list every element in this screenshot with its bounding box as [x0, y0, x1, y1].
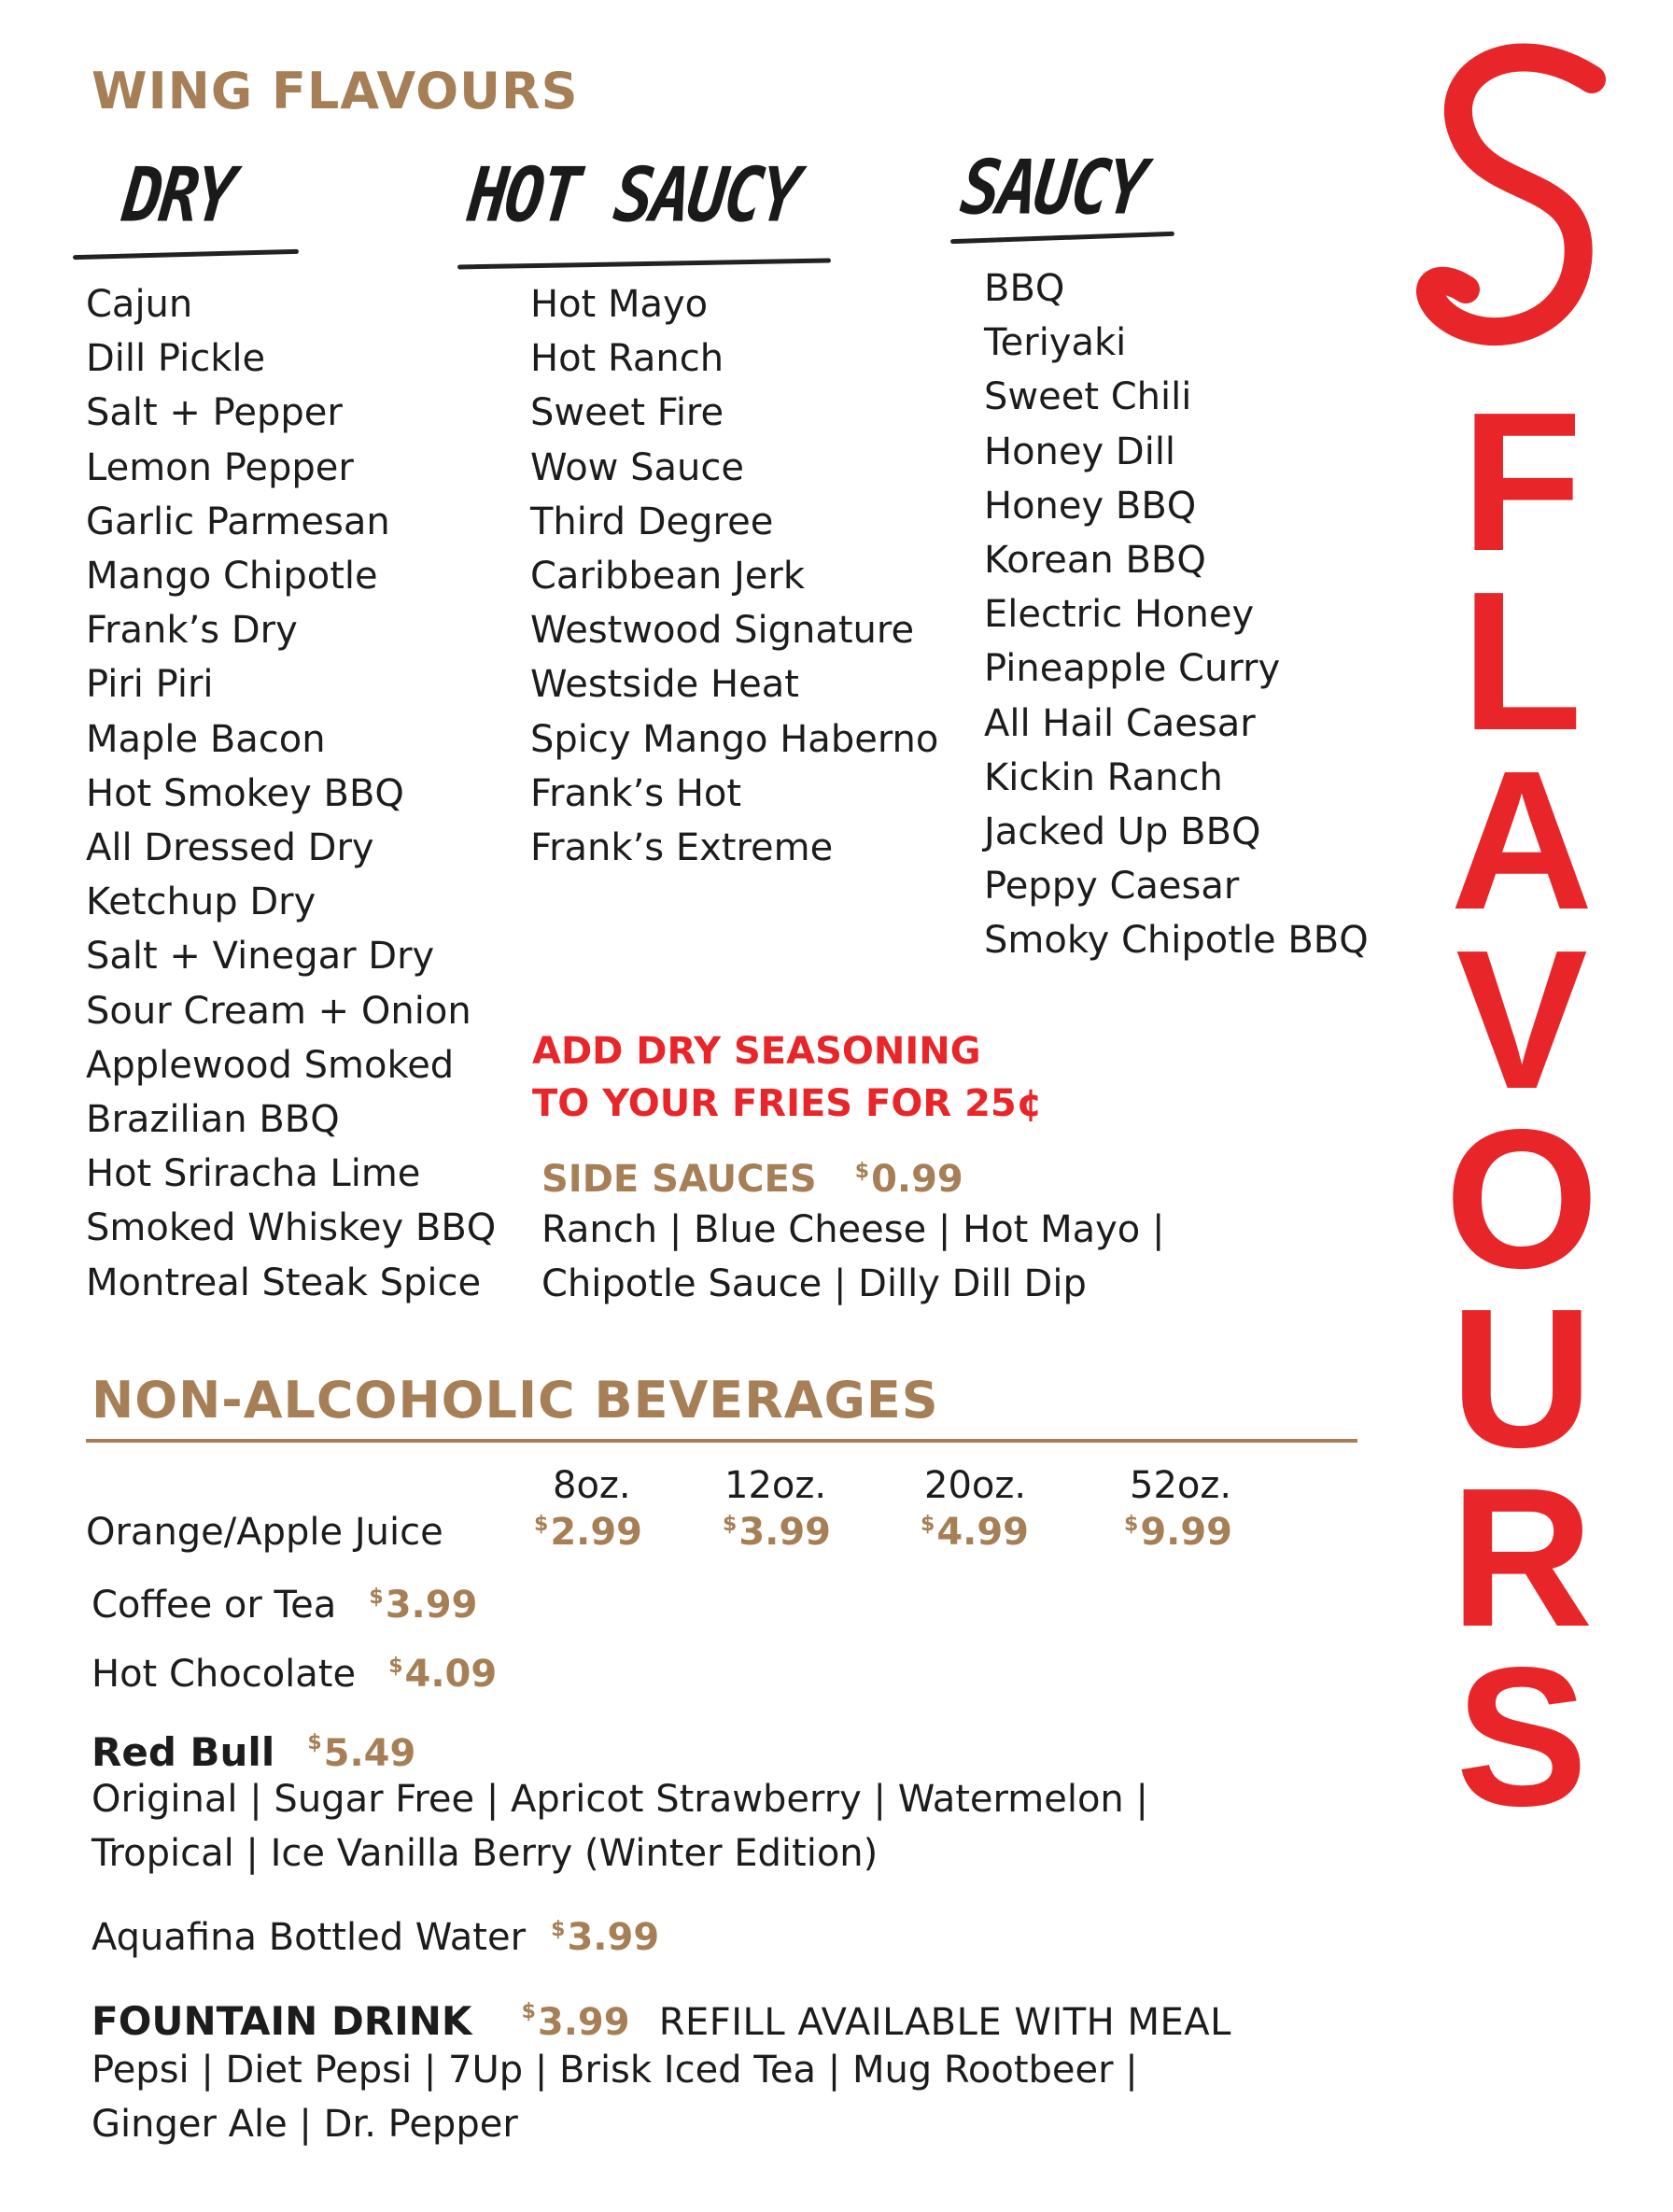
list-item: Ketchup Dry [86, 881, 316, 924]
red-bull-row [91, 1729, 415, 1775]
banner-letter: R [1450, 1446, 1594, 1668]
list-item: Sweet Chili [984, 375, 1192, 419]
list-item: Piri Piri [86, 663, 214, 707]
juice-price-8oz [534, 1511, 642, 1554]
water-price [551, 1916, 659, 1959]
banner-script-s [1400, 37, 1643, 373]
script-s-icon [1400, 37, 1643, 373]
red-bull-price [307, 1732, 415, 1775]
fountain-name: FOUNTAIN DRINK [91, 1998, 472, 2044]
list-item: Electric Honey [984, 593, 1255, 637]
juice-price-20oz [921, 1511, 1029, 1554]
currency-symbol: $ [723, 1513, 738, 1536]
price-value: 0.99 [871, 1158, 963, 1201]
hot-saucy-underline [457, 259, 831, 270]
dry-list [86, 277, 496, 1310]
currency-symbol: $ [551, 1918, 566, 1941]
saucy-underline [950, 232, 1174, 244]
list-item: Caribbean Jerk [530, 555, 805, 599]
banner-letter: V [1455, 909, 1588, 1130]
size-20oz: 20oz. [924, 1464, 1027, 1507]
size-52oz: 52oz. [1130, 1464, 1232, 1507]
water-name: Aquafina Bottled Water [91, 1916, 527, 1959]
list-item: Salt + Vinegar Dry [86, 935, 435, 979]
price-value: 5.49 [323, 1732, 416, 1775]
dry-heading: DRY [119, 150, 238, 240]
list-item: Westside Heat [530, 663, 799, 707]
beverages-divider [86, 1439, 1357, 1443]
dry-seasoning-promo [532, 1025, 1043, 1130]
side-sauces-header [541, 1158, 963, 1201]
currency-symbol: $ [921, 1513, 935, 1536]
juice-price-12oz [723, 1511, 831, 1554]
size-12oz: 12oz. [724, 1464, 827, 1507]
water-row [91, 1916, 659, 1959]
hot-chocolate-row [91, 1653, 497, 1696]
currency-symbol: $ [521, 2000, 536, 2023]
list-item: Korean BBQ [984, 539, 1206, 583]
price-value: 3.99 [537, 2001, 630, 2044]
banner-letter: A [1450, 729, 1594, 951]
side-sauces-price [855, 1158, 963, 1201]
list-item: Jacked Up BBQ [984, 810, 1261, 854]
side-sauces-line-1: Ranch | Blue Cheese | Hot Mayo | [541, 1208, 1165, 1251]
currency-symbol: $ [1124, 1513, 1139, 1536]
list-item: Smoked Whiskey BBQ [86, 1206, 497, 1250]
currency-symbol: $ [854, 1160, 870, 1183]
currency-symbol: $ [307, 1731, 322, 1754]
currency-symbol: $ [534, 1513, 549, 1536]
list-item: Lemon Pepper [86, 445, 354, 489]
price-value: 3.99 [567, 1916, 660, 1959]
fountain-flavours-line-1: Pepsi | Diet Pepsi | 7Up | Brisk Iced Tea | Mug Rootbeer | [91, 2049, 1138, 2092]
list-item: Garlic Parmesan [86, 500, 390, 543]
list-item: Montreal Steak Spice [86, 1261, 482, 1304]
red-bull-flavours-line-2: Tropical | Ice Vanilla Berry (Winter Edition) [91, 1832, 879, 1875]
list-item: Salt + Pepper [86, 391, 343, 435]
fountain-price [522, 2001, 630, 2044]
list-item: Peppy Caesar [984, 865, 1240, 909]
dry-underline [73, 249, 299, 260]
list-item: BBQ [984, 267, 1065, 310]
coffee-name: Coffee or Tea [91, 1584, 337, 1627]
list-item: Dill Pickle [86, 337, 266, 381]
saucy-list [984, 261, 1369, 968]
red-bull-name: Red Bull [91, 1729, 275, 1775]
banner-letter: S [1455, 1626, 1588, 1847]
fountain-flavours-line-2: Ginger Ale | Dr. Pepper [91, 2103, 518, 2146]
list-item: Wow Sauce [530, 445, 744, 489]
list-item: Hot Mayo [530, 283, 709, 326]
list-item: Hot Sriracha Lime [86, 1152, 421, 1196]
saucy-heading: SAUCY [957, 143, 1149, 232]
list-item: Pineapple Curry [984, 647, 1281, 691]
coffee-price [369, 1584, 477, 1627]
fountain-row [91, 1998, 1231, 2044]
hot-saucy-list [530, 277, 938, 875]
list-item: Applewood Smoked [86, 1043, 455, 1087]
price-value: 2.99 [550, 1511, 643, 1554]
juice-name: Orange/Apple Juice [86, 1511, 443, 1554]
list-item: Kickin Ranch [984, 755, 1223, 799]
side-sauces-label: SIDE SAUCES [541, 1158, 817, 1201]
list-item: Sweet Fire [530, 391, 724, 435]
banner-letter: L [1461, 550, 1582, 771]
list-item: Mango Chipotle [86, 555, 378, 599]
price-value: 4.99 [936, 1511, 1030, 1554]
banner-flavours-vertical [1400, 371, 1643, 1847]
list-item: Hot Ranch [530, 337, 724, 381]
price-value: 3.99 [738, 1511, 832, 1554]
list-item: All Hail Caesar [984, 701, 1256, 745]
price-value: 4.09 [404, 1653, 498, 1696]
hot-saucy-heading: HOT SAUCY [464, 150, 803, 240]
beverages-title: NON-ALCOHOLIC BEVERAGES [91, 1371, 939, 1430]
list-item: Hot Smokey BBQ [86, 771, 404, 815]
list-item: Sour Cream + Onion [86, 989, 471, 1033]
wing-flavours-title: WING FLAVOURS [91, 62, 579, 120]
list-item: Teriyaki [984, 321, 1127, 365]
list-item: Smoky Chipotle BBQ [984, 919, 1369, 963]
size-8oz: 8oz. [553, 1464, 631, 1507]
list-item: Cajun [86, 283, 193, 326]
list-item: Third Degree [530, 500, 774, 543]
list-item: Honey Dill [984, 430, 1176, 473]
banner-letter: O [1444, 1088, 1599, 1309]
list-item: Honey BBQ [984, 484, 1197, 528]
banner-letter: U [1450, 1267, 1594, 1488]
list-item: Brazilian BBQ [86, 1098, 340, 1142]
fountain-refill-note: REFILL AVAILABLE WITH MEAL [658, 2001, 1231, 2044]
hot-chocolate-name: Hot Chocolate [91, 1653, 357, 1696]
price-value: 3.99 [385, 1584, 478, 1627]
list-item: Frank’s Extreme [530, 826, 834, 870]
promo-line-1: ADD DRY SEASONING [532, 1030, 981, 1073]
currency-symbol: $ [369, 1585, 384, 1609]
list-item: All Dressed Dry [86, 826, 374, 870]
list-item: Maple Bacon [86, 717, 326, 761]
juice-price-52oz [1124, 1511, 1232, 1554]
list-item: Frank’s Dry [86, 609, 298, 653]
list-item: Westwood Signature [530, 609, 915, 653]
hot-chocolate-price [388, 1653, 497, 1696]
currency-symbol: $ [388, 1655, 403, 1678]
red-bull-flavours-line-1: Original | Sugar Free | Apricot Strawberry | Watermelon | [91, 1778, 1148, 1821]
coffee-row [91, 1584, 477, 1627]
price-value: 9.99 [1140, 1511, 1233, 1554]
banner-letter: F [1461, 371, 1582, 592]
list-item: Frank’s Hot [530, 771, 742, 815]
list-item: Spicy Mango Haberno [530, 717, 939, 761]
side-sauces-line-2: Chipotle Sauce | Dilly Dill Dip [541, 1262, 1087, 1305]
promo-line-2: TO YOUR FRIES FOR 25¢ [532, 1082, 1043, 1125]
